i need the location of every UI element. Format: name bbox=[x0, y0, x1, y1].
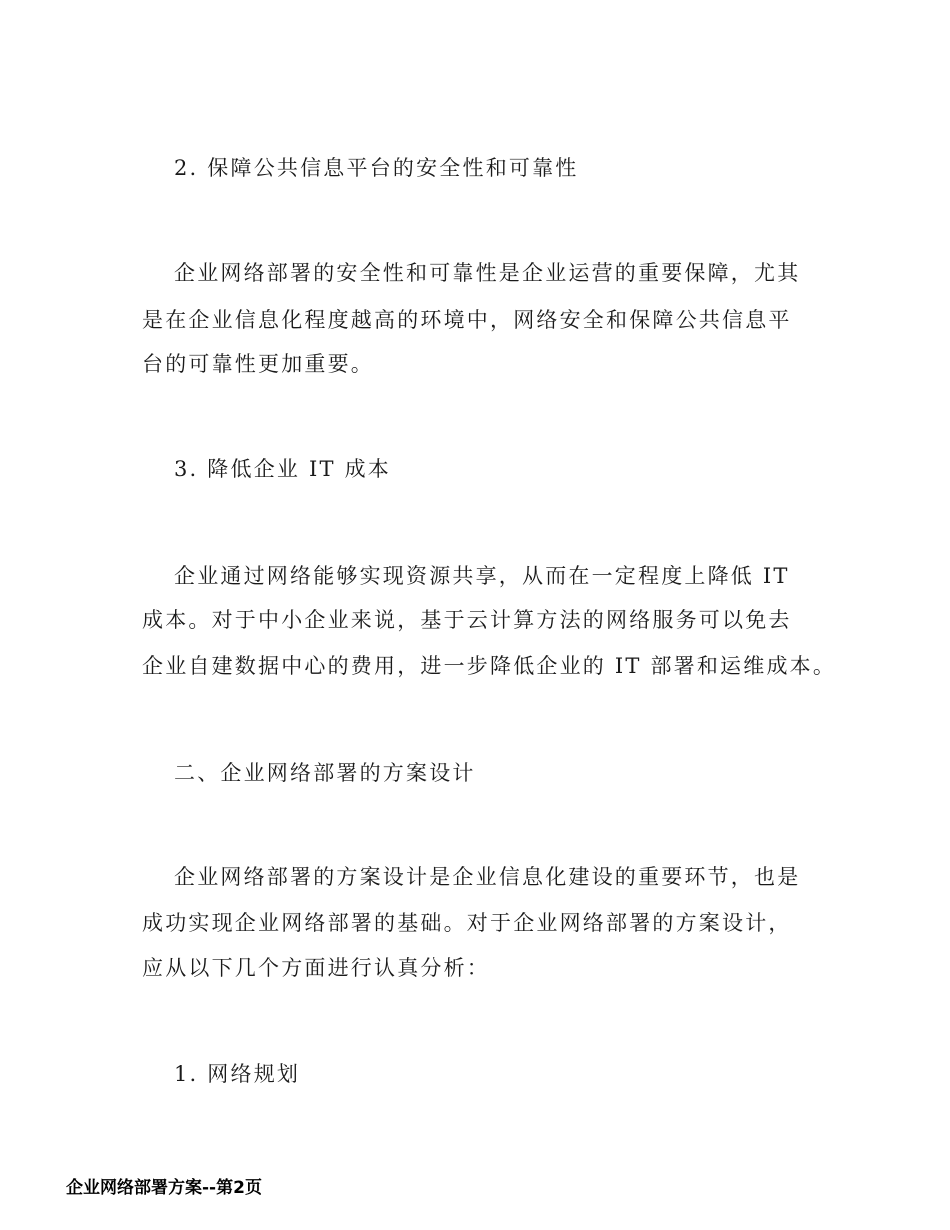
paragraph-line: 企业通过网络能够实现资源共享，从而在一定程度上降低 IT bbox=[174, 564, 790, 588]
paragraph-line: 成功实现企业网络部署的基础。对于企业网络部署的方案设计， bbox=[142, 911, 792, 935]
paragraph-line: 企业自建数据中心的费用，进一步降低企业的 IT 部署和运维成本。 bbox=[142, 654, 837, 678]
subheading-planning: 1. 网络规划 bbox=[174, 1062, 301, 1086]
paragraph-line: 企业网络部署的安全性和可靠性是企业运营的重要保障，尤其 bbox=[174, 261, 801, 285]
paragraph-line: 企业网络部署的方案设计是企业信息化建设的重要环节，也是 bbox=[174, 865, 801, 889]
subheading-cost: 3. 降低企业 IT 成本 bbox=[174, 457, 391, 481]
paragraph-line: 是在企业信息化程度越高的环境中，网络安全和保障公共信息平 bbox=[142, 308, 792, 332]
section-heading: 二、企业网络部署的方案设计 bbox=[174, 761, 476, 785]
subheading-security: 2. 保障公共信息平台的安全性和可靠性 bbox=[174, 156, 579, 180]
paragraph-line: 应从以下几个方面进行认真分析： bbox=[142, 956, 490, 980]
paragraph-line: 成本。对于中小企业来说，基于云计算方法的网络服务可以免去 bbox=[142, 608, 792, 632]
paragraph-line: 台的可靠性更加重要。 bbox=[142, 352, 374, 376]
page-footer: 企业网络部署方案--第2页 bbox=[66, 1178, 262, 1198]
